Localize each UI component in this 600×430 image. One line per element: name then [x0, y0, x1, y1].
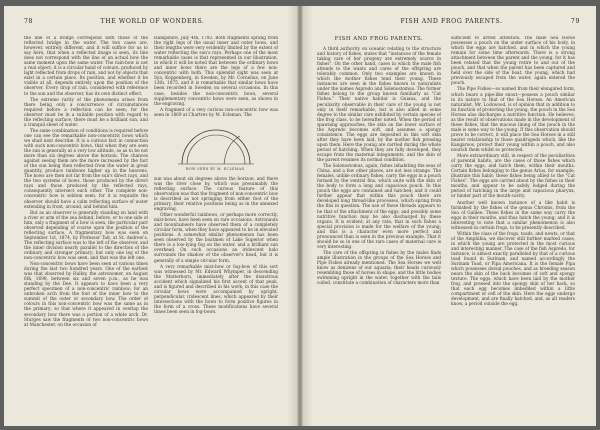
right-column-2 [451, 36, 575, 416]
paragraph: A third authority on oceanic relating to the structure and history of fishes, states that "instances of the female taking care of her progeny are extremely scarce in fishes". On the other hand, cases in which the male fish attends to the wants and cares of the offspring are tolerably common. Only two examples are known in which the mother fishes tend their young. These instances are seen in the fishes known to naturalists under the names Aspredo and Solenostomus. The former fishes belong to the group known familiarly as "Cat Fishes." Their native habitat is Guiana, and the peculiarity observable in their care of the young is not only in itself remarkable, but is also allied in some degree to the similar care exhibited by certain species of the frog class, to be hereafter noted. When the period of spawning approaches, the skin on the lower surface of the Aspredo becomes soft, and assumes a spongy consistence. The eggs are deposited in this soft skin after they have been laid, by the mother fish pressing upon them. Here the young are carried during the whole period of hatching. When they are fully developed, they escape from the maternal integuments, and the skin of the parent resumes its normal condition. [317, 47, 441, 164]
figure-caption: BOW SEEN BY M. ECLEMAN. [186, 166, 246, 171]
paragraph: More extraordinary still, in respect of the peculiarities of parental habits, are the cases of those fishes which carry the eggs, and hatch them, within their mouths. Certain fishes belonging to the genus Arius, for example, illustrate this habit; these fishes being allied to the "Cat Fishes". The eggs are carried about by the fishes in their mouths, and appear to be safely lodged during the period of hatching in the large and capacious pharynx, or hinder part of the mouth-cavity. [451, 154, 575, 200]
right-running-head: FISH AND FROG PARENTS. [400, 18, 503, 25]
paragraph: Within the class of the frogs, toads, and newts, or that of the Amphibia, we discover still further marked cases, in which the young are protected in the most curious and interesting manner. The case of the fish Aspredo, for instance, is almost exactly paralleled by that of a curious toad found in Surinam, and named accordingly the Surinam Toad, or Pipa Americana. It is the female Pipa which possesses dorsal pouches, and as breeding season nears the skin of the back becomes of soft and spongy texture. The eggs, which have been laid by the mother frog, and pressed into the spongy skin of her back, so that each egg becomes imbedded within a little compartment or cell of the skin. Here the eggs undergo development, and are finally hatched, and, as all readers know, a period outside the egg. [451, 231, 575, 308]
paragraph: The care of the offspring in fishes by the males finds ample illustration in the groups of the Sea Horses and Pipe Fishes already mentioned. The Sea Horses we well know as denizens of our aquaria; their heads curiously resembling those of horses in shape, and the little bodies swimming upright in the water, together with the tails coiled, constitute a combination of characters more than [317, 250, 441, 287]
right-page [303, 6, 596, 426]
left-column-2 [154, 36, 278, 416]
left-page-number: 78 [24, 18, 34, 25]
paragraph: The Solenostomus, again, fishes inhabiting the seas of China, and a few other places, are not less strange. The females, unlike ordinary fishes, carry the eggs in a pouch formed by the ventral fins, which unite with the skin of the body to form a long and capacious pouch. In this pouch the eggs are contained and hatched; and it could further appear that within this pouch there are developed long thread-like processes, which spring from the fins in question. The use of these threads appears to be that of the attachment of the eggs, and possibly some nutritive function may be also discharged by these organs. It is evident, at any rate, that in such fishes a special provision is made for the welfare of the young; and this is a character even more perfect and pronounced than is seen in the previous example. That it should be so in one of the rare cases of maternal care is very interesting. [317, 164, 441, 250]
paragraph: Other wonderful rainbows, or perhaps more correctly, mist-bows, have been seen on rare occasions. Astronauts and mountaineers have observed them of a completely circular form, when they have appeared to be in elevated positions. A somewhat similar phenomenon has been seen observed by the boatmen of Lake Superior when there is a low-lying fog on the water, and a brilliant sun overhead. On such occasions an iridescent halo surrounds the shadow of the observer's head, but it is generally of a simple circular form. [154, 213, 278, 264]
paragraph: A very remarkable mist-bow or fog-bow of this sort was witnessed by Mr. Edward Whymper, in descending the Matterhorn, immediately after the disastrous accident which signalized his first ascent of that peak, and is figured and described in his work; in this case the circular bows were accompanied by upright, perpendicular, iridescent lines, which appeared by their intersections with the bows to form positive figures in the form of a cross. These modifications have several times been seen in fog-bows. [154, 264, 278, 315]
section-title: FISH AND FROG PARENTS. [334, 36, 424, 42]
paragraph: A fragment of a very curious non-concentric bow was seen in 1869 at Chartres by M. Ecleman. The [154, 107, 278, 118]
paragraph: sun was about six degrees above the horizon, and there was the river close by, which was presumably the reflecting surface. The curious feature of this observation was that the fragment of non-concentric bow is described as not springing from either foot of the primary, their relative positions being as in the annexed engraving. [154, 176, 278, 213]
paragraph: The same combination of conditions is required before one can see the remarkable non-concentric bows which we shall next describe. It is a curious fact in connection with such non-concentric bows, that when they are seen the sun is generally at a very low altitude, so as to be not more than six degrees above the horizon. The chances against seeing them are the more increased by the fact of the sun being then reflected from the water in great quantity, produce rainbows higher up in the heavens. The bows are then not far from the sun's direct rays, and the two systems of bows, those produced by the direct rays and those produced by the reflected rays, consequently intersect each other. The complete non-concentric bow is seldom seen, for it is requisite the observer should have a calm reflecting surface of water extending in front, around, and behind him. [24, 128, 148, 210]
left-running-head: THE WORLD OF WONDERS. [100, 18, 205, 25]
paragraph: The extreme rarity of the phenomena arises from there being only a concurrence of circumstances required before a reflection can be seen; for the observer must be in a suitable position with regard to the reflecting surface, there must be a brilliant sun, and a tranquil sheet of water. [24, 97, 148, 128]
right-page-header [323, 18, 580, 28]
paragraph: Another well known instance of a like habit is furnished by the fishes of the genus Chromis, from the Sea of Galilee. These fishes in the same way carry the eggs in their mouths, and thus hatch the young; and it is interesting to note that a similar phenomenon is also witnessed in certain frogs, to be presently described. [451, 200, 575, 231]
paragraph: Non-concentric bows have been seen at various times during the last two hundred years. One of the earliest was that observed by Halley, the astronomer, on August 6th, 1698, between six and seven p.m., as he was standing by the Dee. It appears to have been a very perfect specimen of a non-concentric rainbow; for an unbroken arch from the foot of the inner bow to the summit of the outer or secondary bow. The order of colours in this non-concentric bow was the same as in the primary; so that where it appeared in overlap the secondary bow there was a portion of a white arch. Dr. Sturges saw the fragments of two non-concentric bows at Manchester, on the occasion of [24, 262, 148, 328]
right-page-number: 79 [570, 18, 580, 25]
paragraph: The Pipe Fishes—so named from their elongated form, which bears a pipe-like snout—possess a pouch similar in its nature to that of the Sea Horses. An American naturalist, Mr. Lockwood, is of opinion that in addition to its function of protecting the young, the pouch in the Sea Horses also discharges a nutritive function. He believes, as the result of observations made in the development of these fishes, that the mucous lining of the pouch in the male is some way to the young. If this observation should prove to be correct, it will place the Sea Horses in a still nearer relationship to those quadrupeds which, like the Kangaroos, protect their young within a pouch, and also nourish them whilst so protected. [451, 87, 575, 154]
paragraph: sufficient to arrest attention. The male Sea Horse possesses a pouch on the under surface of his body, in which the eggs are hatched, and in which the young remain for some time afterwards. There is a strong attachment between the parent and the young, for it has been related that the young retire to and out of the pouch, and that when the parent has been captured and held over the side of the boat, the young, which had previously escaped from the water, again entered the pouch. [451, 36, 575, 87]
rainbow-diagram [176, 122, 256, 166]
paragraph: Hampshire, July 4th, 1792. Both fragments sprang from the right legs of the usual inner and outer bows, and their lengths were very evidently limited by the extent of water reflecting the sun's rays. Perhaps one of the most remarkable cases is that represented in our illustration, in which it will be noted that between the ordinary bows and inner bows there are the legs of a few non-concentric with both. This splendid sight was seen at Sya, Koppenberg, in Sweden, by Mr. Cornelius, on June 13th, 1875, and it is remarkable that similar bows have been recorded in Sweden on several occasions. In this case, besides the non-concentric bows, several supplementary concentric bows were seen, as shown in the engraving. [154, 36, 278, 107]
left-page-header [24, 18, 281, 28]
right-column-1 [317, 36, 441, 416]
figure-bow-illustration [154, 122, 278, 174]
paragraph: But as an observer is generally standing on land with a river or arm of the sea behind, before, or to one side of him, only a fragment of a bow is seen, the particular part observed depending of course upon the position of the reflecting surface. A fragmentary bow was seen on September 1st, 1874, by Professor Tait, at St. Andrew's. The reflecting surface was to the left of the observer, and the inner division nearly parallel to the direction of the ordinary and stronger primary; but only one leg of the non-concentric bow was seen, and that was the left one. [24, 210, 148, 262]
paragraph: the line of a bridge correspond with those of the reflected bridge in the water. The two cases are, however, entirely different, and it will suffice for us to say here, that when a reflected image is seen, its line does not correspond with the line of an actual bow the same moment upon the same water. The rain-bow is not a real object; it is a circular band of colours, produced by light reflected from drops of rain, and not by objects that exist in a certain place. Its position, and whether it be visible at all, depends entirely upon the position of the observer. Every drop of rain, considered with reference to the sun and the observer, has its own distinct effect. [24, 36, 148, 97]
left-page [4, 6, 297, 426]
left-column-1 [24, 36, 148, 416]
